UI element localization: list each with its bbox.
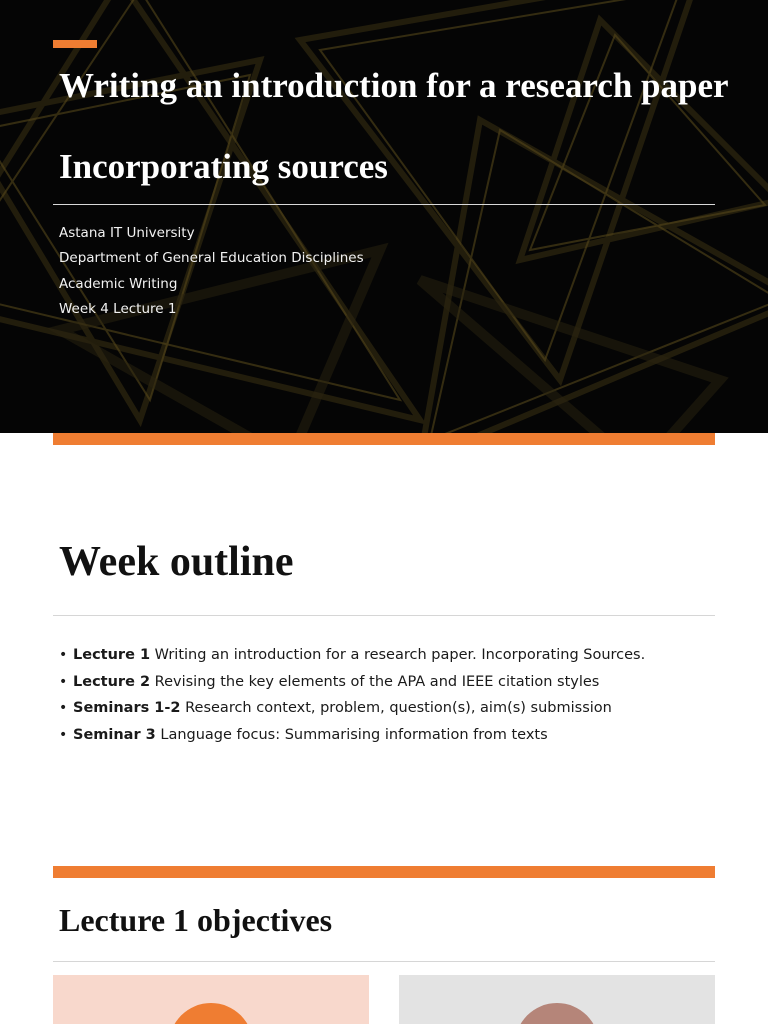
outline-item-text: Research context, problem, question(s), aim(s) submission [180, 700, 612, 717]
title-accent-bar [53, 40, 97, 48]
circle-icon [169, 1003, 253, 1024]
circle-icon [515, 1003, 599, 1024]
meta-course: Academic Writing [59, 275, 178, 292]
outline-item-text: Language focus: Summarising information from texts [155, 726, 548, 743]
presentation-title: Writing an introduction for a research paper [59, 66, 729, 105]
outline-top-bar [53, 433, 715, 445]
outline-divider [53, 615, 715, 616]
objectives-title: Lecture 1 objectives [59, 902, 333, 938]
objectives-top-bar [53, 866, 715, 878]
title-divider [53, 204, 715, 205]
outline-item-label: Seminar 3 [73, 726, 156, 743]
objective-card-2 [399, 975, 715, 1024]
outline-item-label: Lecture 1 [73, 647, 151, 663]
presentation-subtitle: Incorporating sources [59, 147, 388, 186]
meta-week: Week 4 Lecture 1 [59, 300, 177, 317]
objective-card-1 [53, 975, 369, 1024]
title-meta-list [59, 221, 364, 322]
outline-item [59, 722, 645, 749]
outline-item [59, 695, 645, 722]
outline-item-label: Seminars 1-2 [73, 700, 181, 717]
outline-title: Week outline [59, 539, 294, 585]
bullet-icon: • [59, 673, 68, 690]
outline-item-text: Writing an introduction for a research paper. Incorporating Sources. [150, 647, 646, 663]
bullet-icon: • [59, 726, 68, 743]
title-slide [0, 0, 768, 433]
outline-item-text: Revising the key elements of the APA and IEEE citation styles [150, 673, 600, 690]
objectives-divider [53, 961, 715, 962]
meta-university: Astana IT University [59, 225, 195, 241]
meta-department: Department of General Education Disciplines [59, 250, 364, 267]
bullet-icon: • [59, 700, 68, 717]
outline-item [59, 669, 645, 696]
outline-item-label: Lecture 2 [73, 673, 151, 690]
outline-list [59, 642, 645, 748]
bullet-icon: • [59, 647, 68, 663]
outline-item [59, 642, 645, 669]
